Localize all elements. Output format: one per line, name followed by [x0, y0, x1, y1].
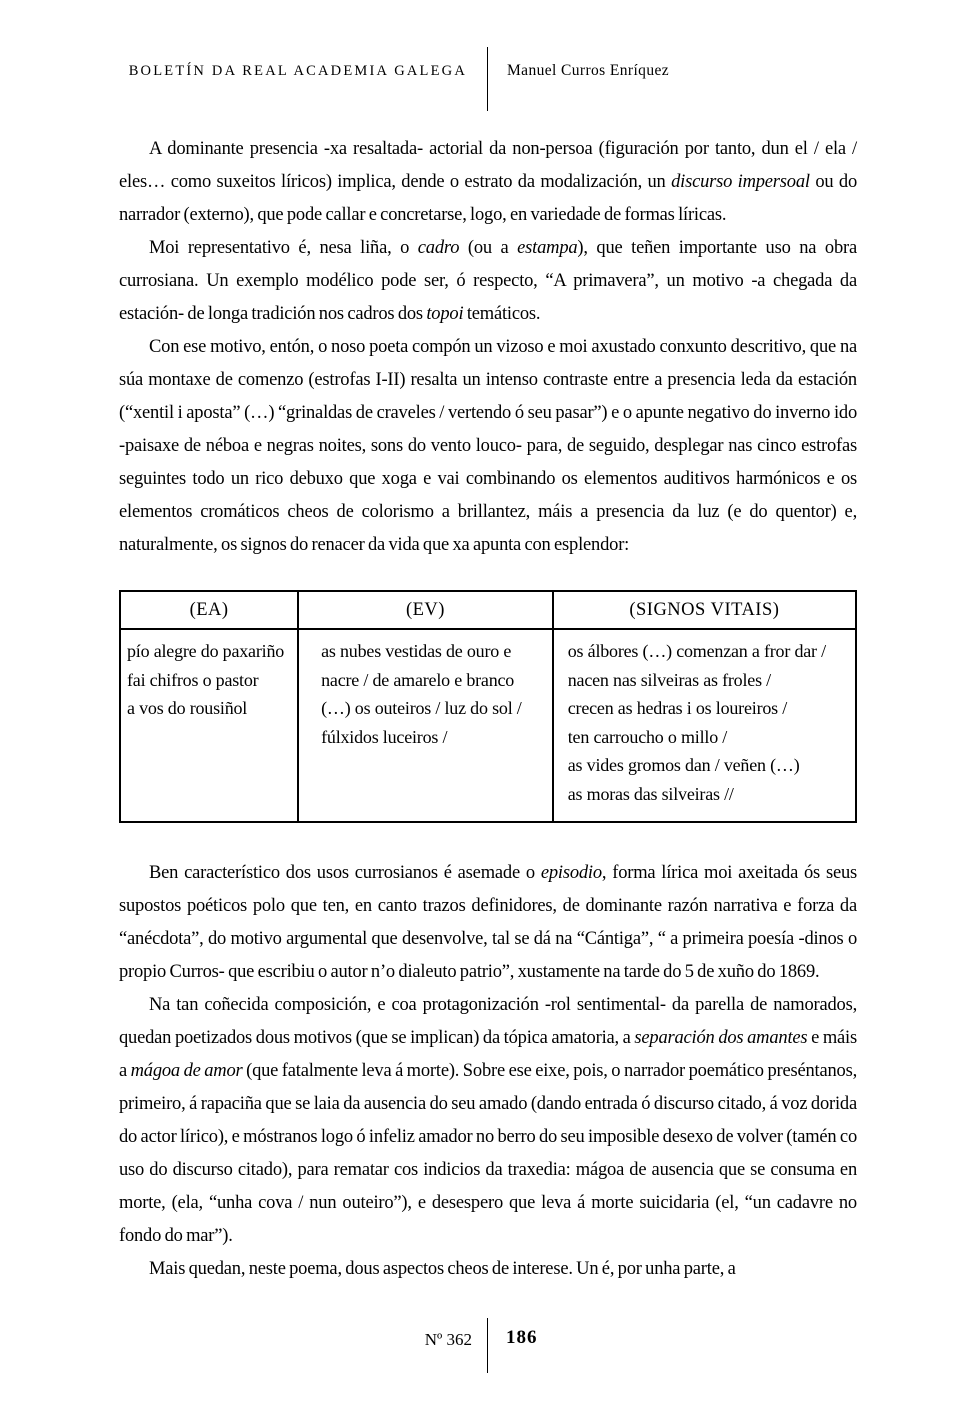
- paragraphs-after-table: [119, 857, 857, 1286]
- table-cell-line: crecen as hedras i os loureiros /: [567, 698, 788, 718]
- paragraph: Con ese motivo, entón, o noso poeta compón un vizoso e moi axustado conxunto descritivo, que na súa montaxe de comenzo (estrofas I-II) resalta un intenso contraste entre a presencia leda da estación (“xentil i aposta” (…) “grinaldas de craveles / vertendo ó seu pasar”) e o apunte negativo do inverno ido -paisaxe de néboa e negras noites, sons do vento louco- para, de seguido, desplegar nas cinco estrofas seguintes todo un rico debuxo que xoga e vai combinando os elementos auditivos harmónicos e os elementos cromáticos cheos de colorismo a brillantez, máis a presencia da luz (e do quentor) e, naturalmente, os signos do renacer da vida que xa apunta con esplendor:: [119, 337, 857, 555]
- paragraph: Moi representativo é, nesa liña, o cadro (ou a estampa), que teñen importante uso na obra currosiana. Un exemplo modélico pode ser, ó respecto, “A primavera”, un motivo -a chegada da estación- de longa tradición nos cadros dos topoi temáticos.: [119, 238, 857, 324]
- table-column-header: (EA): [120, 591, 298, 629]
- table-cell: [553, 629, 856, 822]
- table-cell-line: os álbores (…) comenzan a fror dar /: [567, 641, 826, 661]
- table-cell-line: nacre / de amarelo e branco: [321, 669, 515, 690]
- page-number: 186: [506, 1327, 538, 1348]
- header-divider: [487, 47, 488, 111]
- paragraph: Mais quedan, neste poema, dous aspectos cheos de interese. Un é, por unha parte, a: [149, 1259, 736, 1279]
- table-cell-line: fai chifros o pastor: [127, 669, 259, 690]
- running-author: Manuel Curros Enríquez: [507, 62, 670, 79]
- table-cell-line: (…) os outeiros / luz do sol /: [321, 698, 522, 718]
- journal-title: BOLETÍN DA REAL ACADEMIA GALEGA: [128, 63, 467, 79]
- table-cell-line: pío alegre do paxariño: [127, 641, 285, 661]
- table-cell-line: ten carroucho o millo /: [567, 726, 728, 747]
- table-cell-line: as moras das silveiras //: [567, 783, 734, 804]
- issue-number: Nº 362: [424, 1330, 472, 1349]
- article-body: [119, 133, 857, 1286]
- table-header-row: [120, 591, 856, 629]
- footer-divider: [487, 1318, 488, 1373]
- table-body-row: [120, 629, 856, 822]
- table-column-header: (SIGNOS VITAIS): [553, 591, 856, 629]
- comparison-table: [119, 590, 857, 823]
- table-cell: [298, 629, 553, 822]
- paragraphs-before-table: [119, 133, 857, 562]
- paragraph: A dominante presencia -xa resaltada- actorial da non-persoa (figuración por tanto, dun el / ela / eles… como suxeitos líricos) implica, dende o estrato da modalización, un discurso impersoal ou do narrador (externo), que pode callar e concretarse, logo, en variedade de formas líricas.: [119, 139, 858, 225]
- table-cell-line: nacen nas silveiras as froles /: [567, 669, 771, 690]
- table-cell-line: a vos do rousiñol: [127, 698, 248, 718]
- table-cell: [120, 629, 298, 822]
- table-cell-line: as vides gromos dan / veñen (…): [567, 755, 800, 775]
- paragraph: Ben característico dos usos currosianos é asemade o episodio, forma lírica moi axeitada ós seus supostos poéticos polo que ten, en canto trazos definidores, de dominante razón narrativa e forza da “anécdota”, do motivo argumental que desenvolve, tal se dá na “Cántiga”, “ a primeira poesía -dinos o propio Curros- que escribiu o autor n’o dialeuto patrio”, xustamente na tarde do 5 de xuño do 1869.: [119, 863, 858, 982]
- table-cell-line: as nubes vestidas de ouro e: [321, 641, 512, 661]
- table-cell-line: fúlxidos luceiros /: [321, 726, 448, 747]
- table-column-header: (EV): [298, 591, 553, 629]
- paragraph: Na tan coñecida composición, e coa protagonización -rol sentimental- da parella de namorados, quedan poetizados dous motivos (que se implican) da tópica amatoria, a separación dos amantes e máis a mágoa de amor (que fatalmente leva á morte). Sobre ese eixe, pois, o narrador poemático preséntanos, primeiro, á rapaciña que se laia da ausencia do seu amado (dando entrada ó discurso citado, á voz dorida do actor lírico), e móstranos logo ó infeliz amador no berro do seu imposible desexo de volver (tamén co uso do discurso citado), para rematar cos indicios da traxedia: mágoa de ausencia que se consuma en morte, (ela, “unha cova / nun outeiro”), e desespero que leva á morte suicidaria (el, “un cadavre no fondo do mar”).: [119, 995, 858, 1246]
